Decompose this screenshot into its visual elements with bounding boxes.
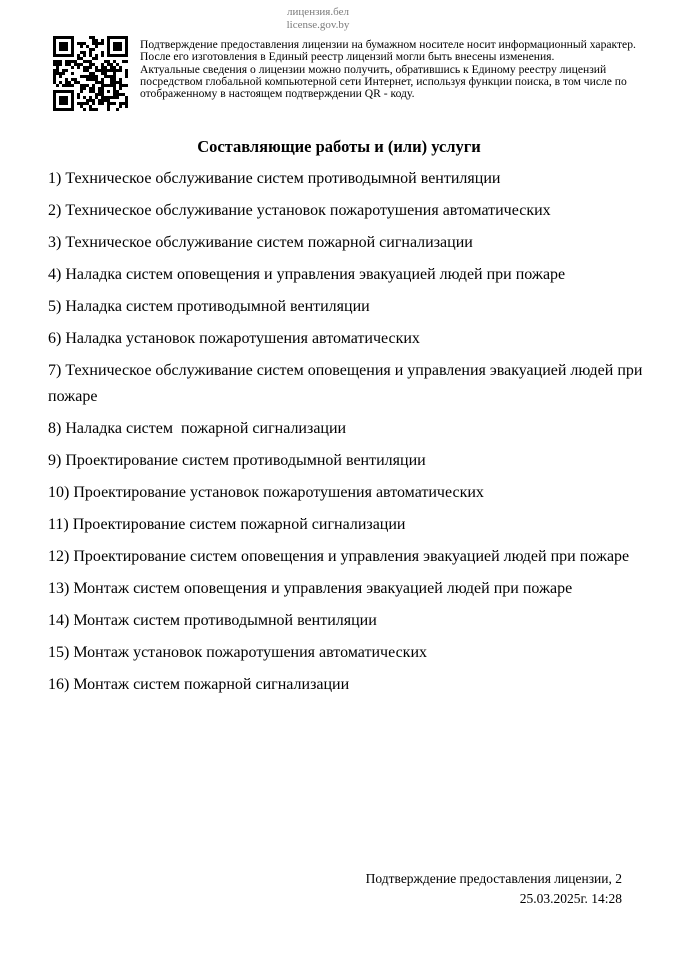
site-name-en: license.gov.by	[286, 19, 350, 31]
intro-sentence: После его изготовления в Единый реестр лицензий могли быть внесены изменения.	[140, 50, 555, 64]
service-item: 16) Монтаж систем пожарной сигнализации	[48, 676, 350, 693]
qr-code-icon	[53, 36, 128, 111]
service-item: 3) Техническое обслуживание систем пожарной сигнализации	[48, 234, 473, 251]
service-item: 10) Проектирование установок пожаротушения автоматических	[48, 484, 484, 501]
intro-note	[140, 39, 652, 100]
page-footer	[366, 869, 622, 909]
intro-sentence: Актуальные сведения о лицензии можно получить, обратившись к Единому реестру лицензий посредством глобальной компьютерной сети Интернет, используя функции поиска, в том числе по отображенному в настоящем подтверждении QR - коду.	[140, 62, 627, 101]
services-list	[48, 166, 660, 704]
service-item: 11) Проектирование систем пожарной сигнализации	[48, 516, 406, 533]
service-item: 2) Техническое обслуживание установок пожаротушения автоматических	[48, 202, 551, 219]
service-item: 15) Монтаж установок пожаротушения автоматических	[48, 644, 428, 661]
service-item: 14) Монтаж систем противодымной вентиляции	[48, 612, 377, 629]
site-name-ru: лицензия.бел	[287, 6, 349, 18]
page-title: Составляющие работы и (или) услуги	[197, 137, 481, 156]
footer-doc-label: Подтверждение предоставления лицензии, 2	[365, 871, 622, 886]
service-item: 9) Проектирование систем противодымной вентиляции	[48, 452, 426, 469]
service-item: 13) Монтаж систем оповещения и управления эвакуацией людей при пожаре	[48, 580, 573, 597]
service-item: 5) Наладка систем противодымной вентиляции	[48, 298, 370, 315]
service-item: 7) Техническое обслуживание систем оповещения и управления эвакуацией людей при пожаре	[48, 362, 647, 405]
service-item: 4) Наладка систем оповещения и управления эвакуацией людей при пожаре	[48, 266, 566, 283]
service-item: 12) Проектирование систем оповещения и управления эвакуацией людей при пожаре	[48, 548, 630, 565]
service-item: 6) Наладка установок пожаротушения автоматических	[48, 330, 420, 347]
service-item: 8) Наладка систем пожарной сигнализации	[48, 420, 347, 437]
footer-datetime: 25.03.2025г. 14:28	[519, 891, 622, 906]
site-header	[0, 6, 636, 32]
intro-sentence: Подтверждение предоставления лицензии на бумажном носителе носит информационный характер.	[140, 38, 636, 51]
service-item: 1) Техническое обслуживание систем противодымной вентиляции	[48, 170, 501, 187]
